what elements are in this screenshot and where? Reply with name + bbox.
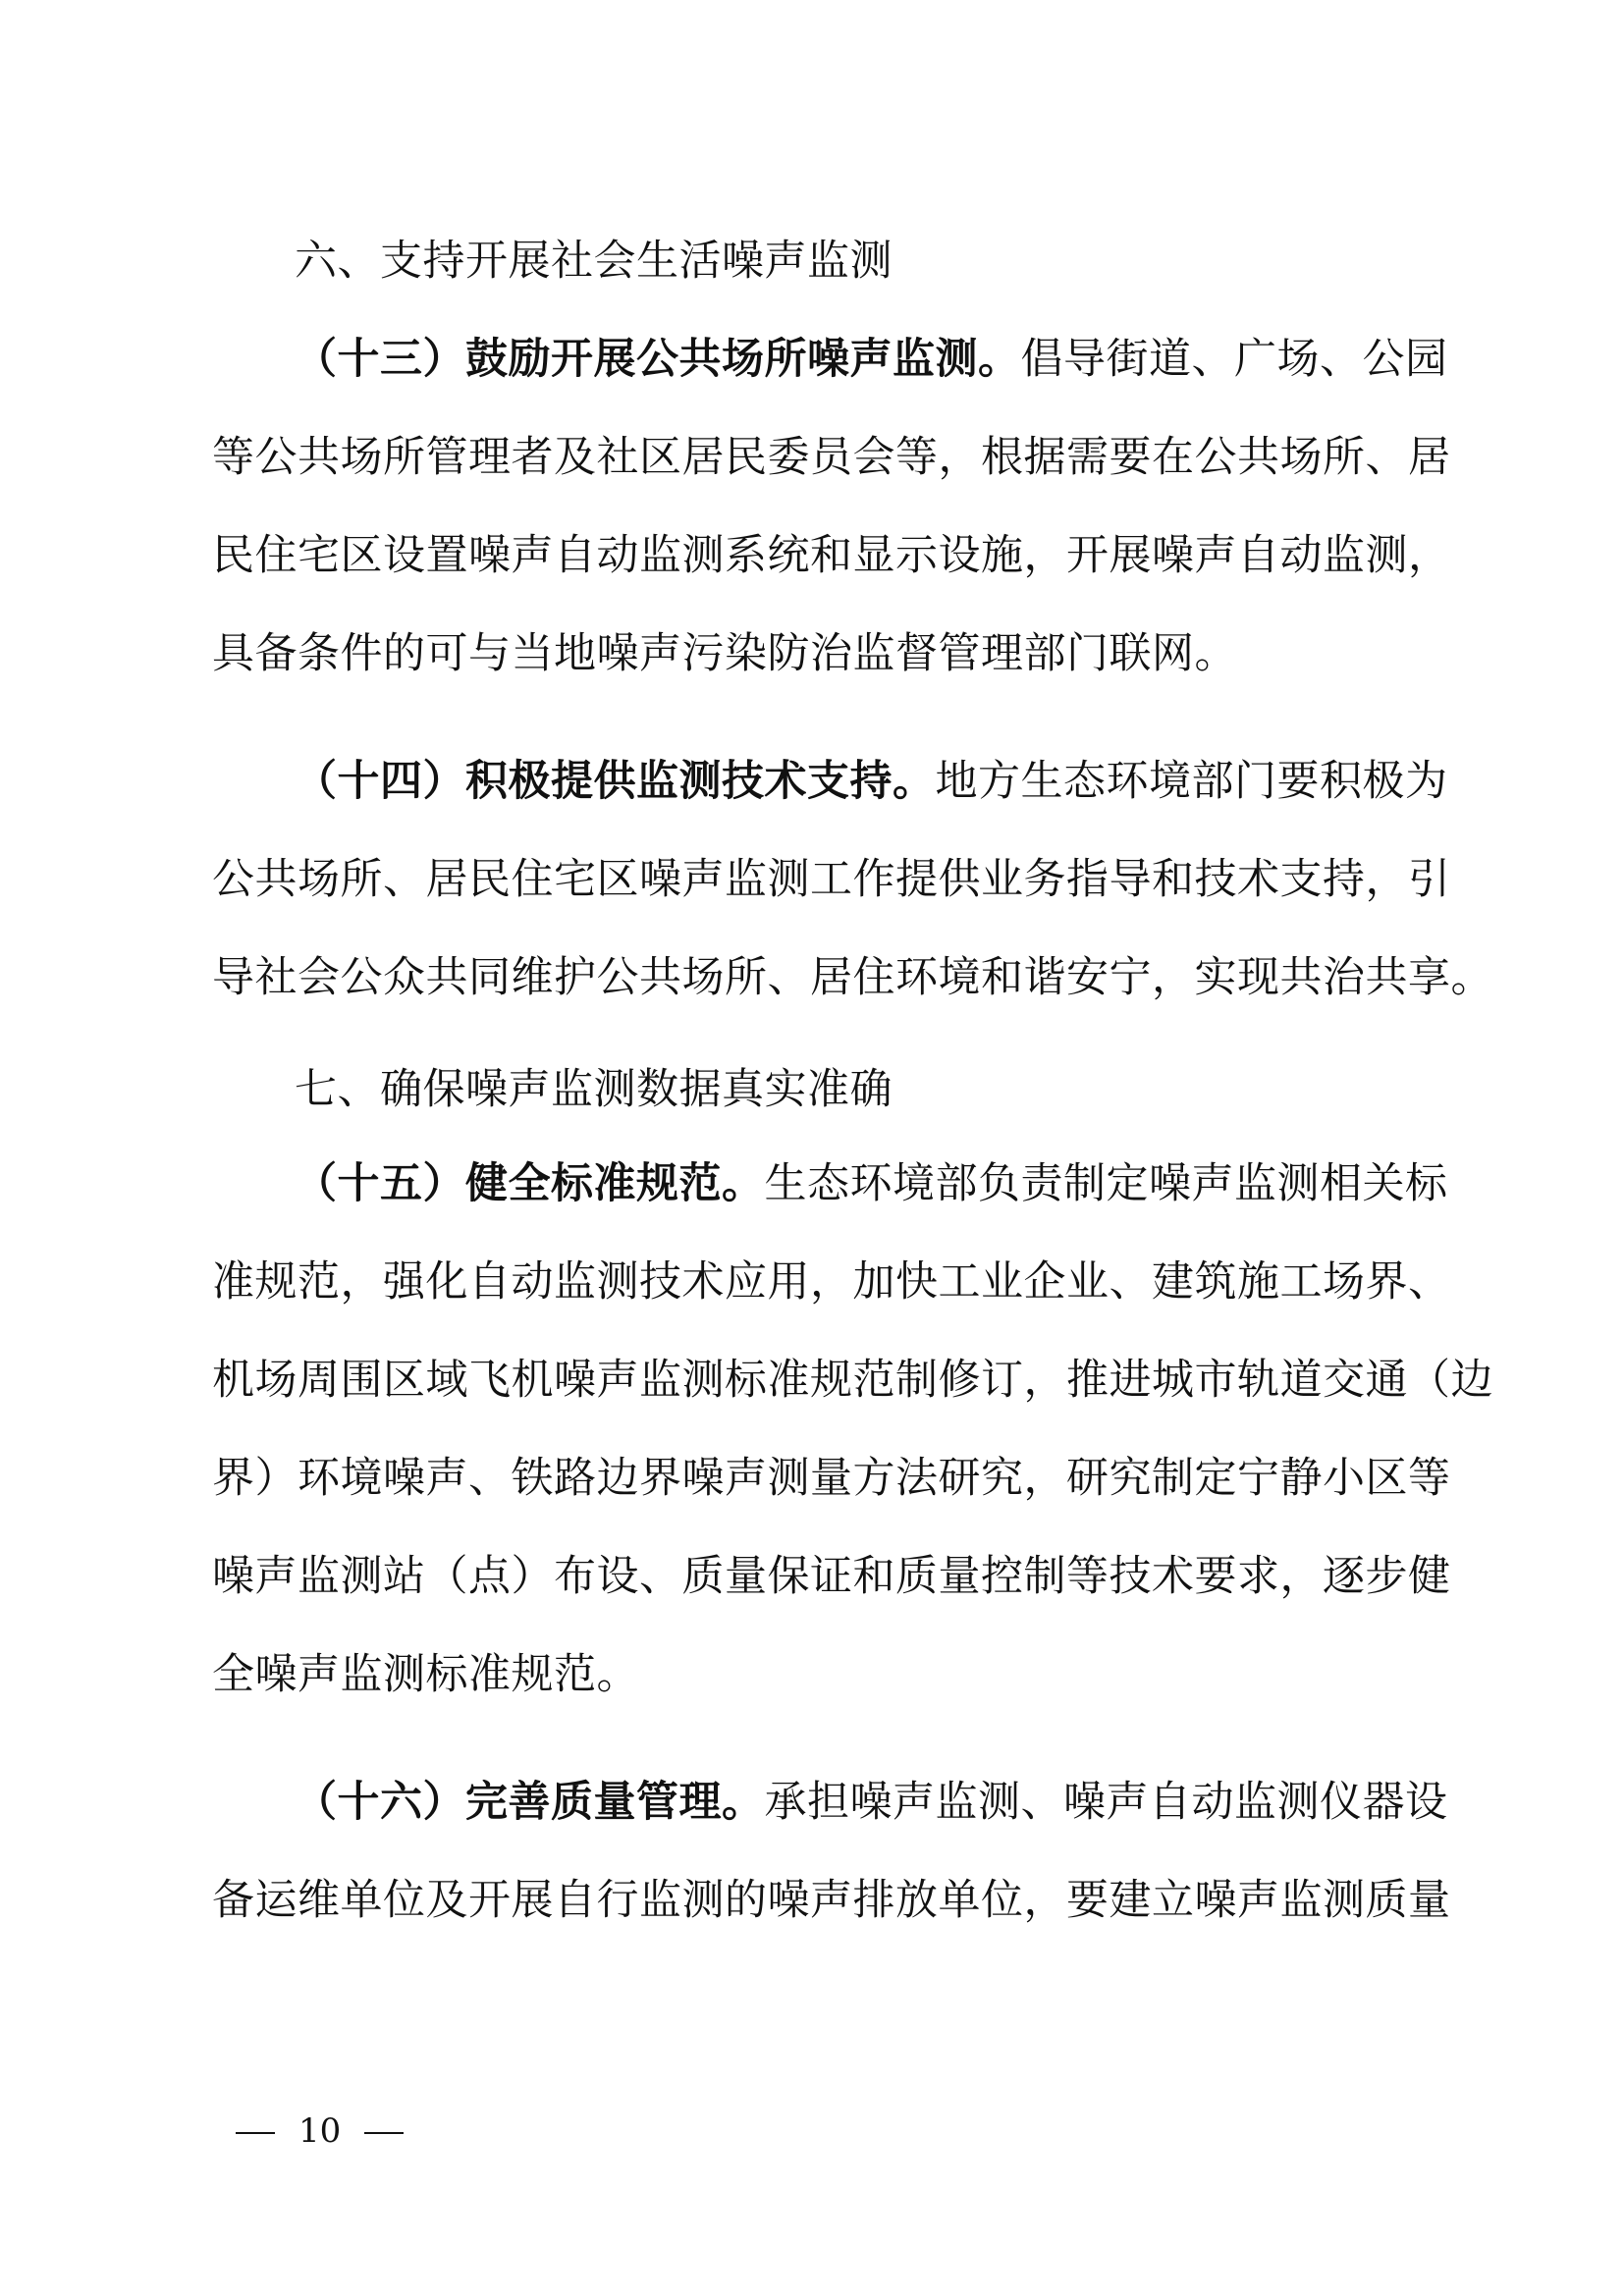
paragraph-14-line-1 [295,752,1448,811]
section-heading-6: 六、支持开展社会生活噪声监测 [295,237,893,286]
page-footer [212,2107,427,2156]
paragraph-15-line-1 [295,1154,1448,1213]
paragraph-16-line-2: 备运维单位及开展自行监测的噪声排放单位，要建立噪声监测质量 [212,1876,1451,1925]
paragraph-13-text: 倡导街道、广场、公园 [1020,335,1448,384]
clause-heading-15: （十五）健全标准规范。 [295,1159,765,1208]
paragraph-14-line-2: 公共场所、居民住宅区噪声监测工作提供业务指导和技术支持，引 [212,855,1451,904]
paragraph-13-line-3: 民住宅区设置噪声自动监测系统和显示设施，开展噪声自动监测， [212,531,1451,580]
paragraph-15-line-6: 全噪声监测标准规范。 [212,1650,639,1699]
paragraph-13-line-1 [295,330,1448,389]
paragraph-13-line-2: 等公共场所管理者及社区居民委员会等，根据需要在公共场所、居 [212,433,1451,482]
paragraph-15-line-2: 准规范，强化自动监测技术应用，加快工业企业、建筑施工场界、 [212,1257,1451,1307]
paragraph-15-line-5: 噪声监测站（点）布设、质量保证和质量控制等技术要求，逐步健 [212,1552,1451,1601]
footer-dash-left [236,2132,275,2134]
paragraph-15-line-4: 界）环境噪声、铁路边界噪声测量方法研究，研究制定宁静小区等 [212,1454,1451,1503]
paragraph-13-line-4: 具备条件的可与当地噪声污染防治监督管理部门联网。 [212,629,1237,678]
paragraph-15-text: 生态环境部负责制定噪声监测相关标 [764,1159,1448,1208]
page-number: 10 [298,2111,342,2151]
paragraph-16-text: 承担噪声监测、噪声自动监测仪器设 [764,1778,1448,1827]
paragraph-14-text: 地方生态环境部门要积极为 [935,757,1448,806]
section-heading-7: 七、确保噪声监测数据真实准确 [295,1065,893,1114]
clause-heading-13: （十三）鼓励开展公共场所噪声监测。 [295,335,1021,384]
clause-heading-14: （十四）积极提供监测技术支持。 [295,757,936,806]
paragraph-15-line-3: 机场周围区域飞机噪声监测标准规范制修订，推进城市轨道交通（边 [212,1356,1493,1405]
paragraph-16-line-1 [295,1773,1448,1832]
paragraph-14-line-3: 导社会公众共同维护公共场所、居住环境和谐安宁，实现共治共享。 [212,953,1493,1002]
clause-heading-16: （十六）完善质量管理。 [295,1778,765,1827]
footer-dash-right [364,2132,404,2134]
